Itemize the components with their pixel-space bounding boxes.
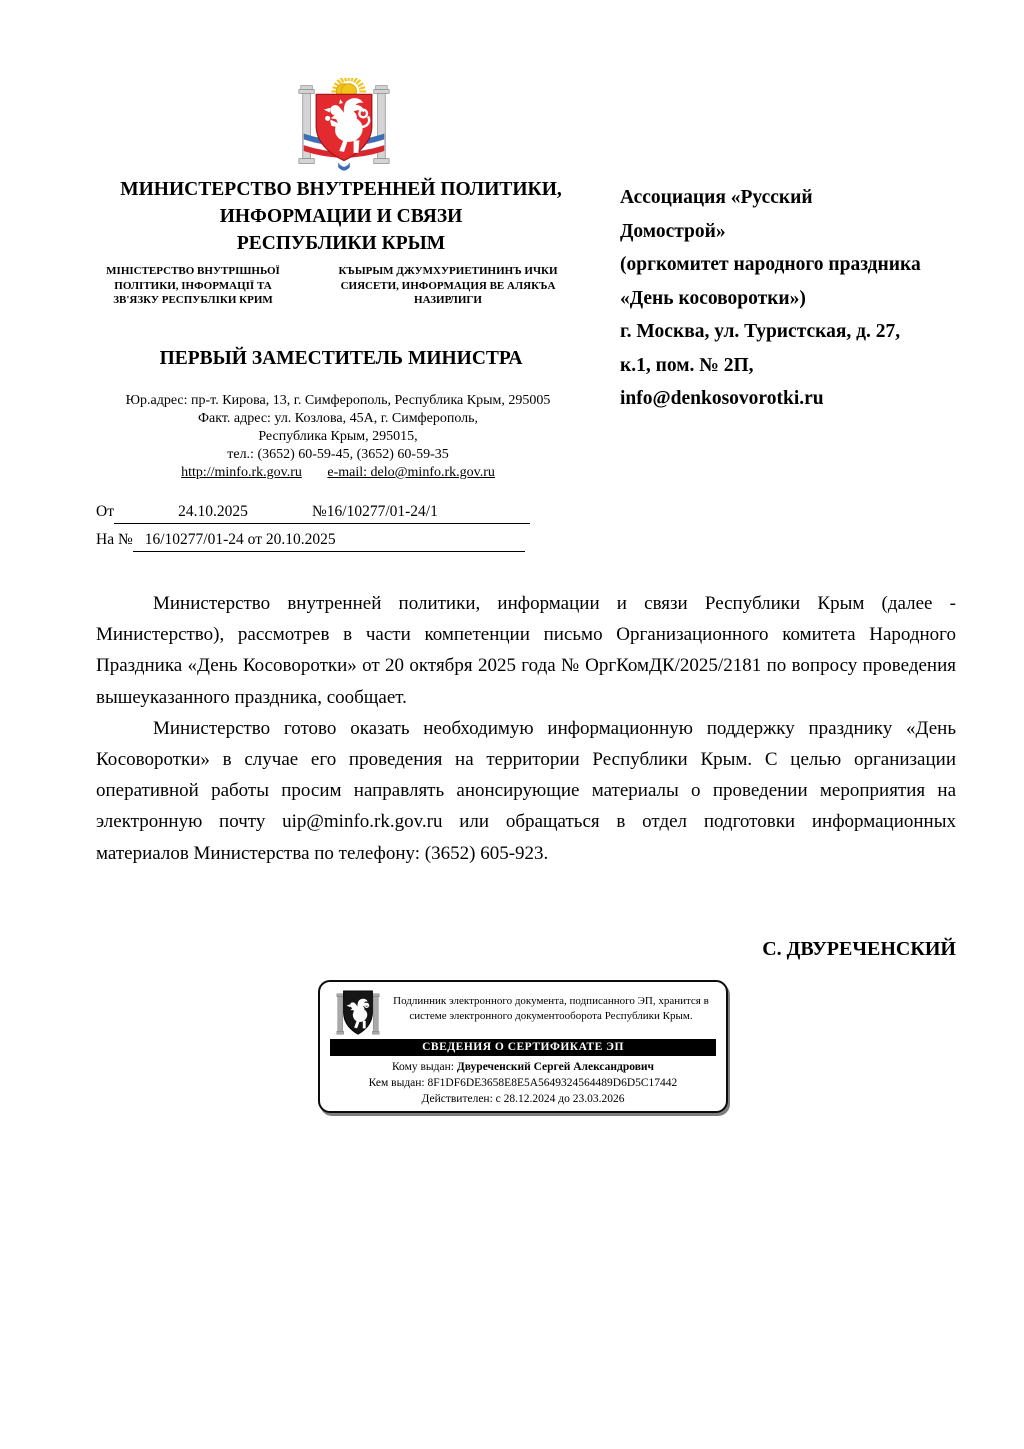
addressee-line: Домострой»: [620, 220, 726, 242]
position-title: ПЕРВЫЙ ЗАМЕСТИТЕЛЬ МИНИСТРА: [159, 348, 523, 369]
crimea-coat-of-arms-mono-icon: [336, 989, 380, 1039]
legal-address: Юр.адрес: пр-т. Кирова, 13, г. Симферополь, Республика Крым, 295005: [125, 393, 551, 408]
stamp-issued-to-label: Кому выдан:: [391, 1061, 457, 1073]
stamp-notice: [384, 994, 718, 1024]
website-link[interactable]: http://minfo.rk.gov.ru: [181, 465, 302, 480]
email-link[interactable]: e-mail: delo@minfo.rk.gov.ru: [327, 465, 495, 480]
ministry-name-line: ИНФОРМАЦИИ И СВЯЗИ: [219, 206, 463, 227]
addressee-line: (оргкомитет народного праздника: [620, 254, 921, 275]
outgoing-reference-row: [96, 503, 530, 524]
ministry-name-line: РЕСПУБЛИКИ КРЫМ: [236, 233, 446, 254]
address-block: [78, 392, 598, 482]
body-paragraph-2: Министерство готово оказать необходимую информационную поддержку празднику «День Косоворотки» в случае его проведения на территории Республики Крым. С целью организации оперативной работы просим направлять анонсирующие материалы о проведении мероприятия на электронную почту uip@minfo.rk.gov.ru или обращаться в отдел подготовки информационных материалов Министерства по телефону: (3652) 605-923.: [96, 717, 956, 864]
ministry-name-crh-line: СИЯСЕТИ, ИНФОРМАЦИЯ ВЕ АЛЯКЪА: [340, 279, 556, 292]
ref-reply-label: На №: [96, 531, 133, 548]
addressee-email: info@denkosovorotki.ru: [620, 388, 824, 409]
ministry-name-ukrainian: [92, 264, 294, 308]
incoming-reference-row: [96, 531, 525, 552]
ministry-name: [85, 176, 597, 257]
stamp-certificate-title: СВЕДЕНИЯ О СЕРТИФИКАТЕ ЭП: [330, 1039, 716, 1056]
stamp-issued-by-label: Кем выдан:: [368, 1077, 428, 1089]
ref-from-date: 24.10.2025: [114, 503, 312, 524]
stamp-notice-line: Подлинник электронного документа, подписанного ЭП, хранится в: [393, 995, 709, 1007]
ref-number-value: 16/10277/01-24/1: [326, 503, 438, 520]
stamp-issued-to-row: [320, 1061, 726, 1073]
addressee-line: к.1, пом. № 2П,: [620, 354, 754, 376]
stamp-validity: Действителен: с 28.12.2024 до 23.03.2026: [421, 1093, 625, 1105]
crimea-coat-of-arms-icon: [296, 78, 392, 174]
ministry-name-uk-line: МІНІСТЕРСТВО ВНУТРІШНЬОЇ: [106, 265, 280, 277]
actual-address: Факт. адрес: ул. Козлова, 45А, г. Симферополь,: [197, 411, 479, 426]
pearl: [325, 115, 331, 121]
ministry-name-crh-line: НАЗИРЛИГИ: [414, 294, 482, 306]
ref-number-field: [312, 503, 530, 524]
signature-name: С. ДВУРЕЧЕНСКИЙ: [762, 938, 956, 960]
addressee-block: [620, 181, 995, 416]
electronic-signature-stamp: [318, 980, 728, 1113]
address-region: Республика Крым, 295015,: [258, 429, 418, 444]
phone-numbers: тел.: (3652) 60-59-45, (3652) 60-59-35: [227, 447, 449, 462]
stamp-issued-to-value: Двуреченский Сергей Александрович: [456, 1061, 655, 1073]
addressee-line: Ассоциация «Русский: [620, 187, 813, 208]
ministry-name-uk-line: ЗВ'ЯЗКУ РЕСПУБЛІКИ КРИМ: [113, 294, 273, 306]
ref-reply-value: 16/10277/01-24 от 20.10.2025: [133, 531, 525, 552]
ministry-name-crh-line: КЪЫРЫМ ДЖУМХУРИЕТИНИНЪ ИЧКИ: [338, 265, 558, 277]
stamp-issued-by-row: [320, 1077, 726, 1089]
ministry-name-crimean-tatar: [322, 264, 574, 308]
ministry-name-uk-line: ПОЛІТИКИ, ІНФОРМАЦІЇ ТА: [114, 279, 272, 292]
addressee-line: «День косоворотки»): [620, 287, 806, 309]
body-paragraph-1: Министерство внутренней политики, информации и связи Республики Крым (далее - Министерство), рассмотрев в части компетенции письмо Организационного комитета Народного Праздника «День Косоворотки» от 20 октября 2025 года № ОргКомДК/2025/2181 по вопросу проведения вышеуказанного праздника, сообщает.: [96, 593, 956, 708]
ref-number-label: №: [311, 503, 327, 520]
addressee-line: г. Москва, ул. Туристская, д. 27,: [620, 321, 901, 342]
letter-body: [96, 588, 956, 869]
address-links: [78, 464, 598, 482]
stamp-issued-by-value: 8F1DF6DE3658E8E5A5649324564489D6D5C17442: [427, 1077, 678, 1089]
ref-from-label: От: [96, 503, 114, 520]
ministry-name-line: МИНИСТЕРСТВО ВНУТРЕННЕЙ ПОЛИТИКИ,: [120, 179, 562, 200]
stamp-notice-line: системе электронного документооборота Республики Крым.: [409, 1010, 693, 1022]
